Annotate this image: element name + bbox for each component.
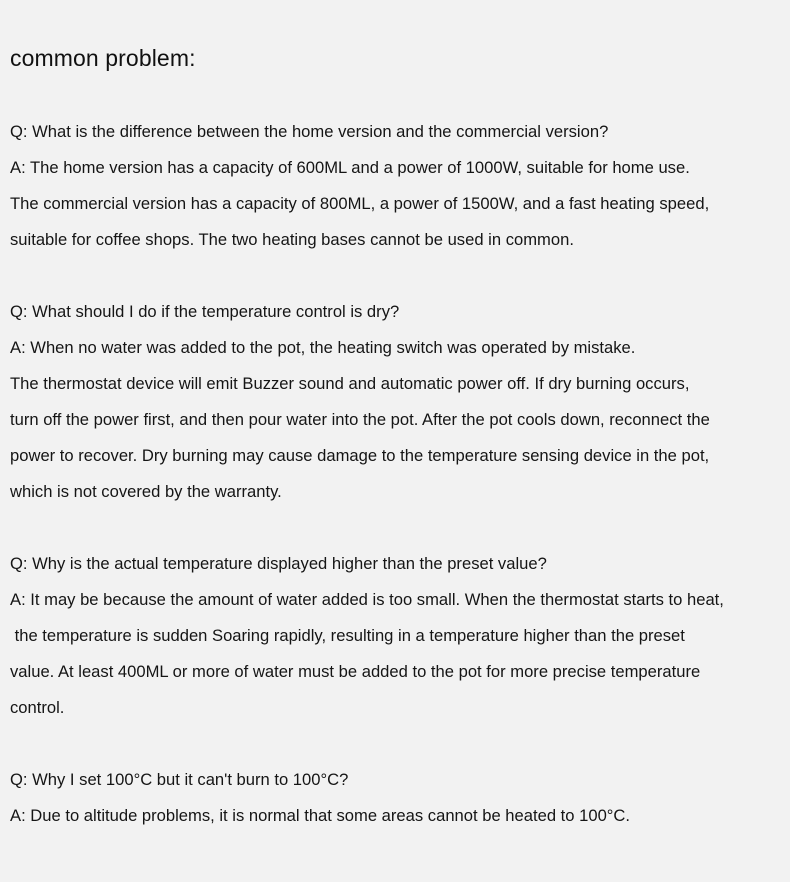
page-title: common problem: bbox=[10, 45, 196, 71]
faq-question: Q: Why I set 100°C but it can't burn to 100°C? bbox=[10, 770, 349, 789]
faq-item bbox=[10, 294, 788, 510]
faq-question: Q: What is the difference between the home version and the commercial version? bbox=[10, 122, 609, 141]
faq-answer-line: turn off the power first, and then pour water into the pot. After the pot cools down, reconnect the bbox=[10, 410, 710, 429]
faq-answer-line: A: When no water was added to the pot, the heating switch was operated by mistake. bbox=[10, 338, 636, 357]
faq-question: Q: Why is the actual temperature displayed higher than the preset value? bbox=[10, 554, 547, 573]
faq-question: Q: What should I do if the temperature control is dry? bbox=[10, 302, 400, 321]
faq-answer-line: power to recover. Dry burning may cause damage to the temperature sensing device in the pot, bbox=[10, 446, 710, 465]
faq-answer-line: control. bbox=[10, 698, 65, 717]
faq-answer-line: A: Due to altitude problems, it is normal that some areas cannot be heated to 100°C. bbox=[10, 806, 631, 825]
faq-answer-line: A: It may be because the amount of water added is too small. When the thermostat starts to heat, bbox=[10, 590, 724, 609]
faq-item bbox=[10, 114, 788, 258]
faq-answer-line: which is not covered by the warranty. bbox=[10, 482, 282, 501]
faq-item bbox=[10, 762, 788, 834]
faq-answer-line: The thermostat device will emit Buzzer sound and automatic power off. If dry burning occurs, bbox=[10, 374, 690, 393]
faq-answer-line: value. At least 400ML or more of water must be added to the pot for more precise temperature bbox=[10, 662, 701, 681]
faq-answer-line: A: The home version has a capacity of 600ML and a power of 1000W, suitable for home use. bbox=[10, 158, 690, 177]
faq-answer-line: suitable for coffee shops. The two heating bases cannot be used in common. bbox=[10, 230, 574, 249]
faq-answer-line: the temperature is sudden Soaring rapidly, resulting in a temperature higher than the preset bbox=[10, 626, 685, 645]
faq-answer-line: The commercial version has a capacity of 800ML, a power of 1500W, and a fast heating speed, bbox=[10, 194, 710, 213]
faq-item bbox=[10, 546, 788, 726]
